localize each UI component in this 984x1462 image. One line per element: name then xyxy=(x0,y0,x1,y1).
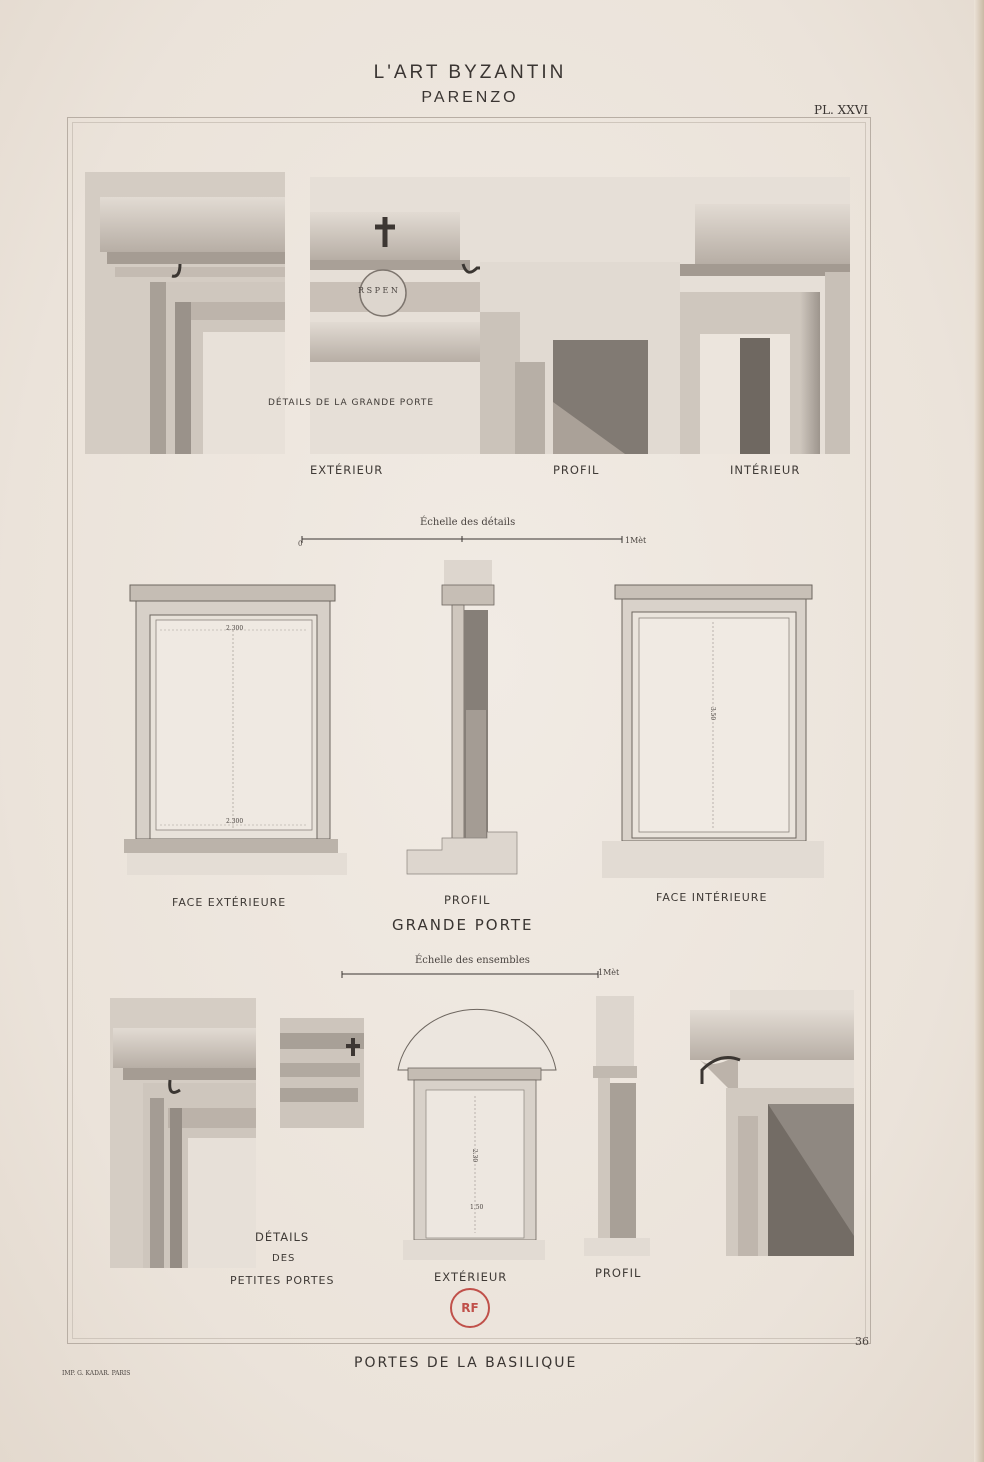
top-exterior-label: EXTÉRIEUR xyxy=(310,463,384,477)
dim-height-int: 3.50 xyxy=(709,706,717,721)
grand-door-details-drawing xyxy=(85,172,855,457)
plate-number: PL. XXVI xyxy=(814,103,869,117)
printer-credit: IMP. G. KADAR. PARIS xyxy=(62,1370,131,1377)
plate-caption: PORTES DE LA BASILIQUE xyxy=(354,1355,578,1371)
dim-top-ext: 2.300 xyxy=(226,625,244,632)
face-exterior-label: FACE EXTÉRIEURE xyxy=(172,896,287,909)
scale-ensembles-one: 1Mèt xyxy=(598,968,620,977)
details-small-doors-line3: PETITES PORTES xyxy=(230,1274,335,1287)
small-doors-drawing xyxy=(88,988,858,1268)
details-small-doors-line2: DES xyxy=(272,1253,296,1264)
page-number: 36 xyxy=(855,1335,869,1348)
details-grand-door-label: DÉTAILS DE LA GRANDE PORTE xyxy=(268,398,435,408)
plate-title: L'ART BYZANTIN xyxy=(373,62,567,83)
bottom-exterior-label: EXTÉRIEUR xyxy=(434,1270,508,1284)
grande-porte-title: GRANDE PORTE xyxy=(392,916,534,934)
face-interior-label: FACE INTÉRIEURE xyxy=(656,891,768,904)
scale-details-bar xyxy=(300,536,630,546)
middle-profile-label: PROFIL xyxy=(444,893,491,907)
library-stamp: RF xyxy=(450,1288,490,1328)
small-door-width-dim: 1.50 xyxy=(470,1204,484,1211)
scale-details-one: 1Mèt xyxy=(625,536,647,545)
top-profile-label: PROFIL xyxy=(553,463,600,477)
details-small-doors-line1: DÉTAILS xyxy=(255,1230,310,1244)
scale-ensembles-label: Échelle des ensembles xyxy=(415,955,530,966)
top-interior-label: INTÉRIEUR xyxy=(730,463,801,477)
small-door-height-dim: 2.30 xyxy=(471,1148,479,1163)
dim-bottom-ext: 2.300 xyxy=(226,818,244,825)
monogram-text: R S P E N xyxy=(358,286,398,295)
plate-subtitle: PARENZO xyxy=(421,89,519,106)
bottom-profile-label: PROFIL xyxy=(595,1266,642,1280)
scale-details-zero: 0 xyxy=(298,540,303,548)
grand-door-elevations xyxy=(122,560,827,885)
scale-details-label: Échelle des détails xyxy=(420,517,516,528)
page-edge xyxy=(974,0,984,1462)
scale-ensembles-bar xyxy=(340,971,605,981)
